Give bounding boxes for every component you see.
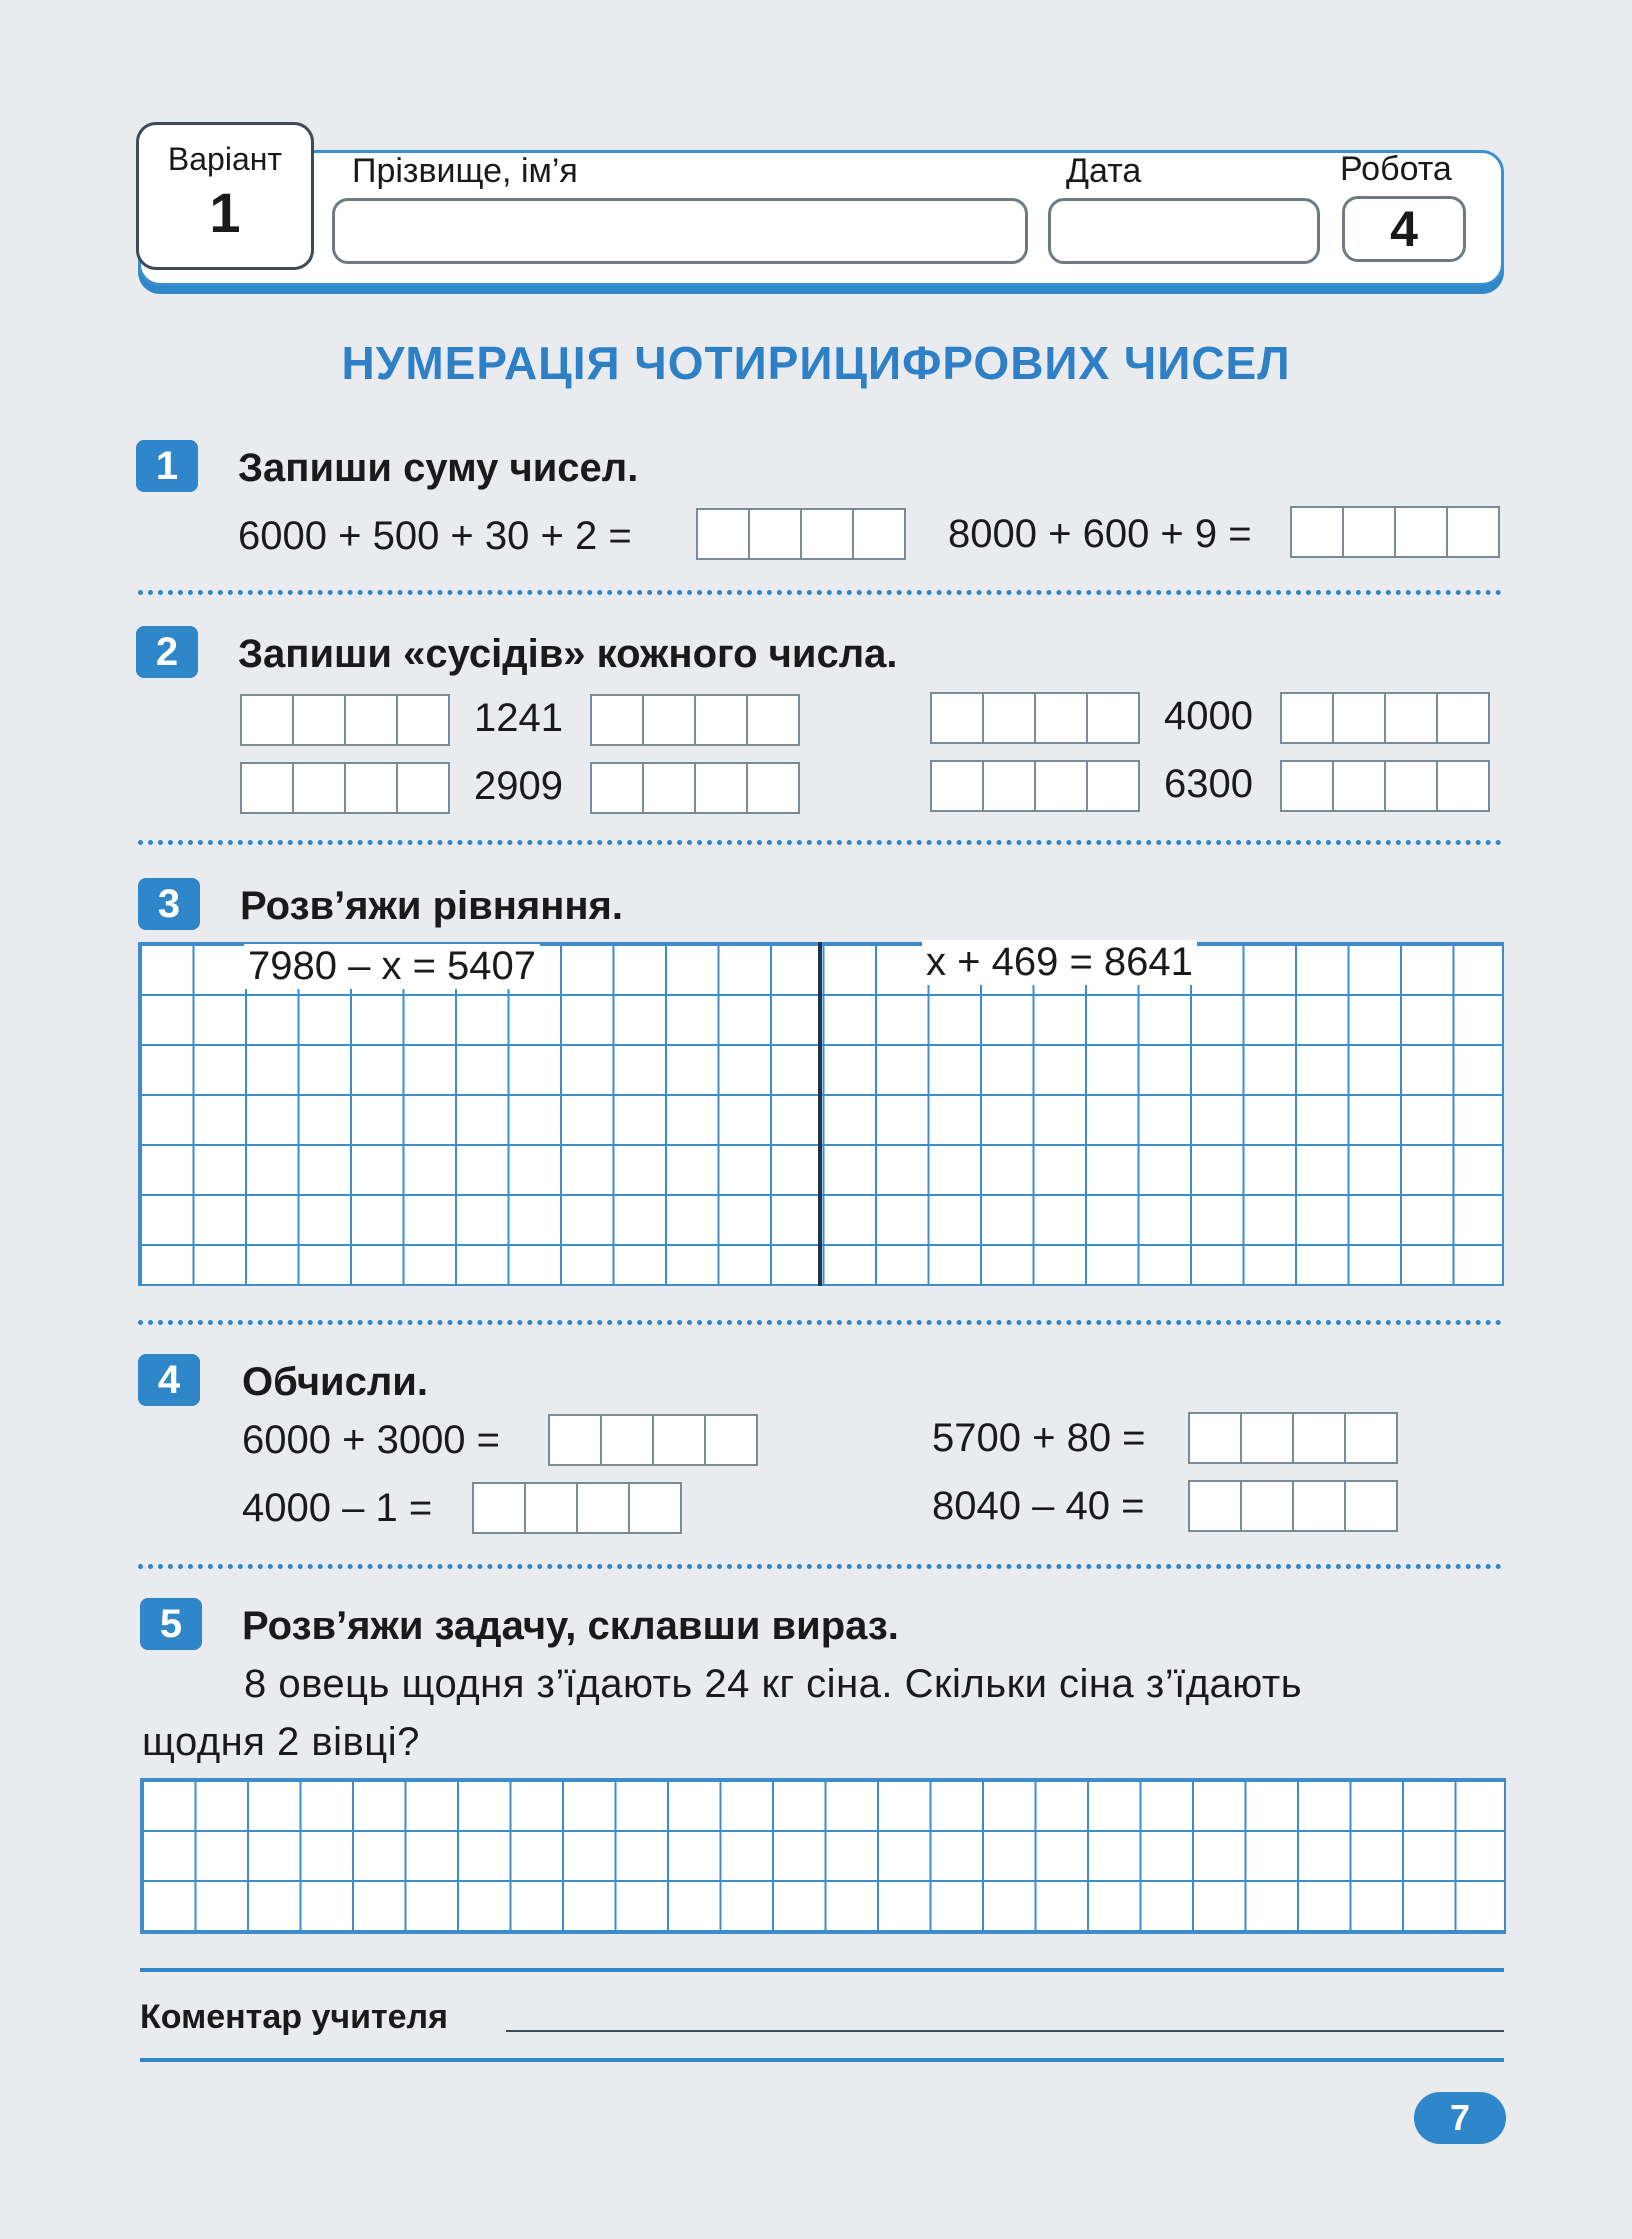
date-label: Дата — [1066, 152, 1142, 190]
task-1-expr-1: 6000 + 500 + 30 + 2 = — [238, 514, 632, 558]
footer-rule-top — [140, 1968, 1504, 1972]
task-3-title: Розв’яжи рівняння. — [240, 884, 623, 928]
task-3-badge: 3 — [138, 878, 200, 930]
teacher-comment-label: Коментар учителя — [140, 1998, 448, 2036]
task-2-prev-1[interactable] — [240, 694, 450, 746]
task-5-badge: 5 — [140, 1598, 202, 1650]
work-label: Робота — [1340, 150, 1452, 188]
task-2-prev-2[interactable] — [240, 762, 450, 814]
footer-rule-bottom — [140, 2058, 1504, 2062]
task-2-prev-4[interactable] — [930, 760, 1140, 812]
task-4-expr-3: 4000 – 1 = — [242, 1486, 433, 1530]
task-5-grid[interactable] — [140, 1778, 1506, 1934]
task-4-expr-4: 8040 – 40 = — [932, 1484, 1145, 1528]
task-4-expr-1: 6000 + 3000 = — [242, 1418, 501, 1462]
task-2-number-2: 2909 — [474, 764, 563, 808]
name-field[interactable] — [332, 198, 1028, 264]
divider-3 — [138, 1320, 1502, 1325]
task-2-number-4: 6300 — [1164, 762, 1253, 806]
task-1-expr-2: 8000 + 600 + 9 = — [948, 512, 1252, 556]
work-number: 4 — [1342, 196, 1466, 262]
task-5-problem-line-2: щодня 2 вівці? — [142, 1720, 420, 1764]
task-1-title: Запиши суму чисел. — [238, 446, 639, 490]
divider-2 — [138, 840, 1502, 845]
task-1-answer-2[interactable] — [1290, 506, 1500, 558]
task-2-title: Запиши «сусідів» кожного числа. — [238, 632, 898, 676]
date-field[interactable] — [1048, 198, 1320, 264]
task-2-badge: 2 — [136, 626, 198, 678]
name-label: Прізвище, ім’я — [352, 152, 578, 190]
variant-number: 1 — [209, 181, 241, 244]
task-1-badge: 1 — [136, 440, 198, 492]
task-4-badge: 4 — [138, 1354, 200, 1406]
task-3-equation-2: x + 469 = 8641 — [922, 940, 1197, 985]
task-2-next-3[interactable] — [1280, 692, 1490, 744]
task-5-problem-line-1: 8 овець щодня з’їдають 24 кг сіна. Скільки сіна з’їдають — [244, 1662, 1303, 1706]
task-2-prev-3[interactable] — [930, 692, 1140, 744]
divider-4 — [138, 1564, 1502, 1569]
task-4-answer-3[interactable] — [472, 1482, 682, 1534]
task-1-answer-1[interactable] — [696, 508, 906, 560]
page-number: 7 — [1414, 2092, 1506, 2144]
teacher-comment-line[interactable] — [506, 2030, 1504, 2032]
divider-1 — [138, 590, 1502, 595]
task-2-number-3: 4000 — [1164, 694, 1253, 738]
variant-label: Варіант — [167, 141, 283, 177]
task-2-next-1[interactable] — [590, 694, 800, 746]
task-4-expr-2: 5700 + 80 = — [932, 1416, 1146, 1460]
task-3-grid-divider — [818, 942, 822, 1286]
task-2-number-1: 1241 — [474, 696, 563, 740]
task-2-next-2[interactable] — [590, 762, 800, 814]
page-title: НУМЕРАЦІЯ ЧОТИРИЦИФРОВИХ ЧИСЕЛ — [341, 337, 1291, 389]
task-2-next-4[interactable] — [1280, 760, 1490, 812]
task-3-equation-1: 7980 – x = 5407 — [244, 944, 540, 989]
task-5-title: Розв’яжи задачу, склавши вираз. — [242, 1604, 899, 1648]
task-4-answer-1[interactable] — [548, 1414, 758, 1466]
task-4-answer-4[interactable] — [1188, 1480, 1398, 1532]
variant-box — [136, 122, 314, 270]
task-4-title: Обчисли. — [242, 1360, 428, 1404]
task-4-answer-2[interactable] — [1188, 1412, 1398, 1464]
